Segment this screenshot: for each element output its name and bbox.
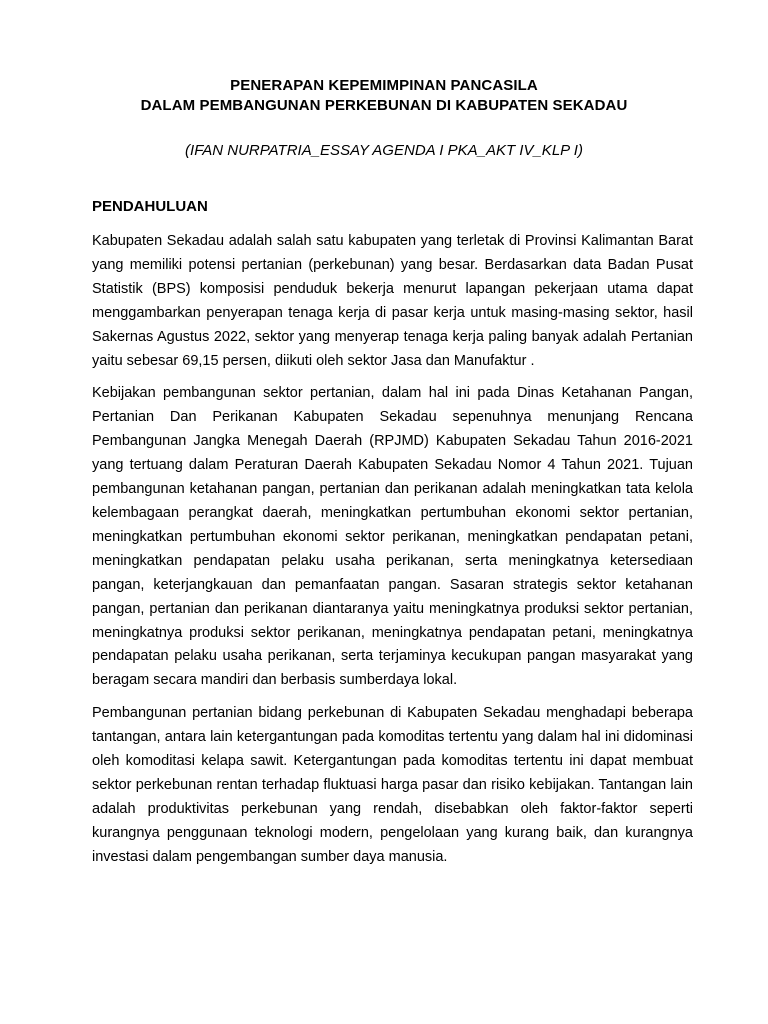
paragraph-2: Kebijakan pembangunan sektor pertanian, dalam hal ini pada Dinas Ketahanan Pangan, Pertanian Dan Perikanan Kabupaten Sekadau sepenuhnya menunjang Rencana Pembangunan Jangka Menegah Daerah (RPJMD) Kabupaten Sekadau Tahun 2016-2021 yang tertuang dalam Peraturan Daerah Kabupaten Sekadau Nomor 4 Tahun 2021. Tujuan pembangunan ketahanan pangan, pertanian dan perikanan adalah meningkatkan tata kelola kelembagaan perangkat daerah, meningkatkan pertumbuhan ekonomi sektor pertanian, meningkatkan pertumbuhan ekonomi sektor perikanan, meningkatkan pendapatan petani, meningkatkan pendapatan pelaku usaha perikanan, serta meningkatnya ketersediaan pangan, keterjangkauan dan pemanfaatan pangan. Sasaran strategis sektor ketahanan pangan, pertanian dan perikanan diantaranya yaitu meningkatnya produksi sektor pertanian, meningkatnya produksi sektor perikanan, meningkatnya pendapatan petani, meningkatnya pendapatan pelaku usaha perikanan, serta terjaminya kecukupan pangan masyarakat yang beragam secara mandiri dan berbasis sumberdaya lokal. xyxy=(92,385,693,689)
section-heading: PENDAHULUAN xyxy=(92,198,208,215)
body-text xyxy=(92,230,693,879)
paragraph-3: Pembangunan pertanian bidang perkebunan di Kabupaten Sekadau menghadapi beberapa tantangan, antara lain ketergantungan pada komoditas tertentu yang dalam hal ini didominasi oleh komoditasi kelapa sawit. Ketergantungan pada komoditas tertentu ini dapat membuat sektor perkebunan rentan terhadap fluktuasi harga pasar dan risiko kebijakan. Tantangan lain adalah produktivitas perkebunan yang rendah, disebabkan oleh faktor-faktor seperti kurangnya penggunaan teknologi modern, pengelolaan yang kurang baik, dan kurangnya investasi dalam pengembangan sumber daya manusia. xyxy=(92,705,693,865)
title-line-2: DALAM PEMBANGUNAN PERKEBUNAN DI KABUPATEN SEKADAU xyxy=(140,97,628,114)
document-title xyxy=(0,76,768,116)
paragraph-1: Kabupaten Sekadau adalah salah satu kabupaten yang terletak di Provinsi Kalimantan Barat yang memiliki potensi pertanian (perkebunan) yang besar. Berdasarkan data Badan Pusat Statistik (BPS) komposisi penduduk bekerja menurut lapangan pekerjaan utama dapat menggambarkan penyerapan tenaga kerja di pasar kerja untuk masing-masing sektor, hasil Sakernas Agustus 2022, sektor yang menyerap tenaga kerja paling banyak adalah Pertanian yaitu sebesar 69,15 persen, diikuti oleh sektor Jasa dan Manufaktur . xyxy=(92,233,693,369)
title-line-1: PENERAPAN KEPEMIMPINAN PANCASILA xyxy=(230,77,538,94)
document-subtitle: (IFAN NURPATRIA_ESSAY AGENDA I PKA_AKT IV_KLP I) xyxy=(185,142,583,159)
